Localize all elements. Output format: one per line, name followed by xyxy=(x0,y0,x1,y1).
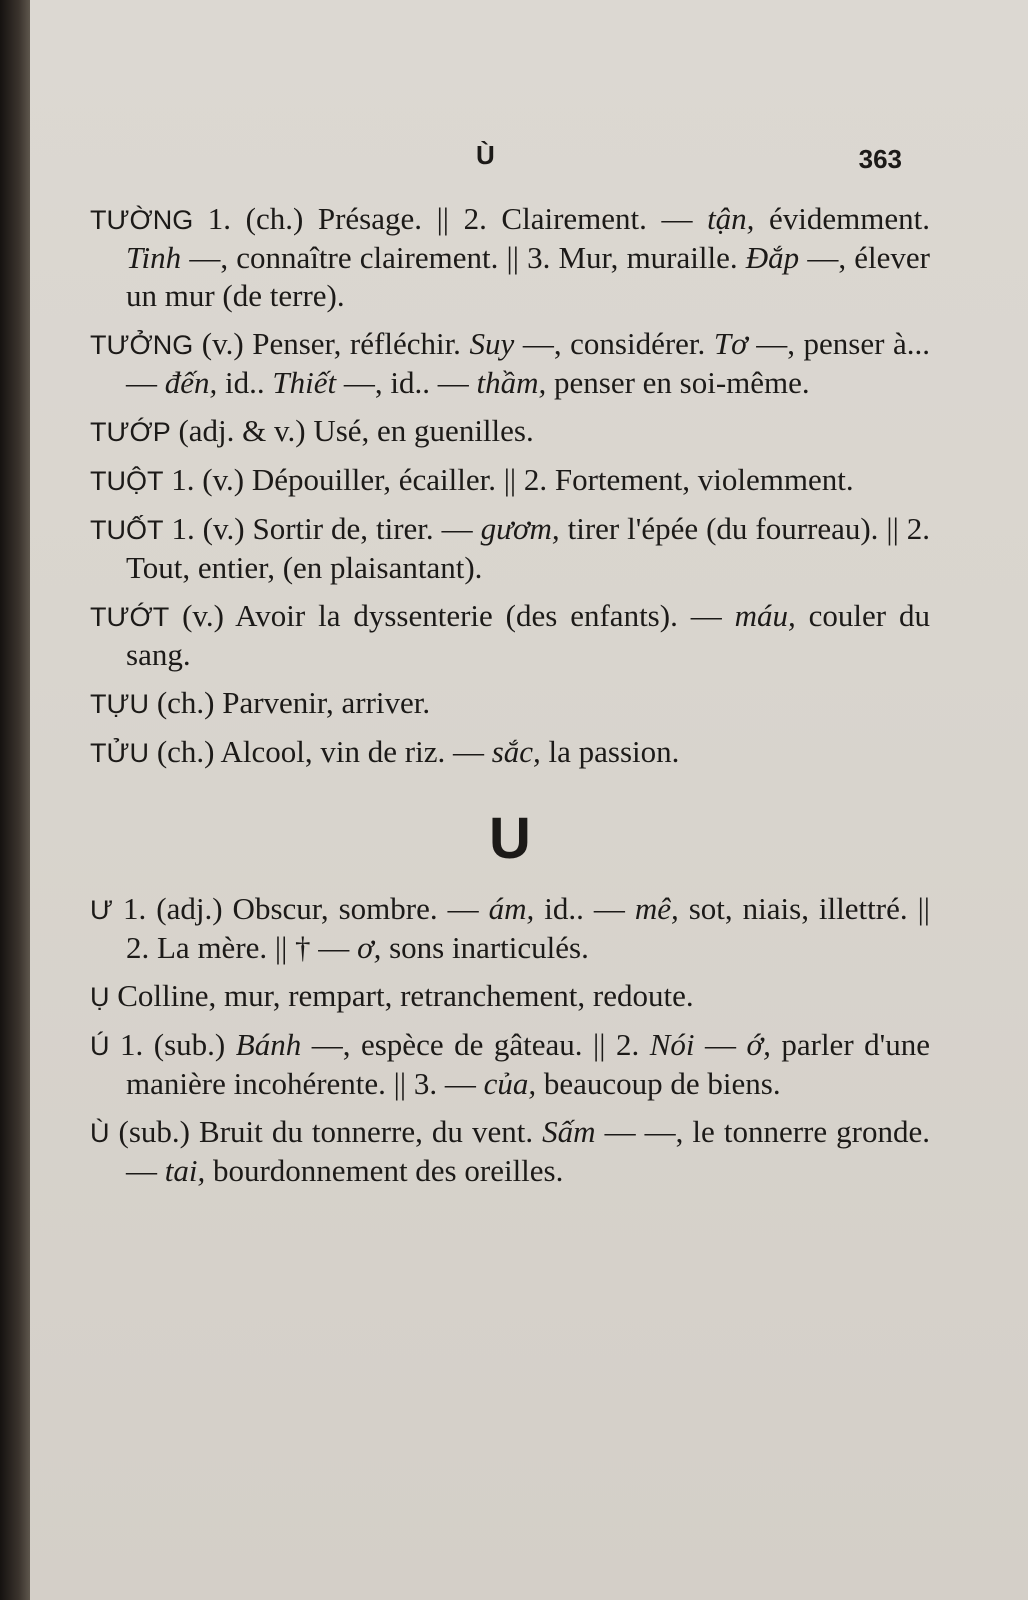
entry-text: —, considérer. xyxy=(514,326,714,361)
entry-text: tirer l'épée (du fourreau). || 2. Tout, entier, (en plaisantant). xyxy=(126,511,930,585)
entry-text: (adj. & v.) Usé, en guenilles. xyxy=(170,413,534,448)
entry-headword: Ù xyxy=(90,1118,110,1148)
entry-text: —, connaître clairement. || 3. Mur, muraille. xyxy=(181,240,746,275)
entry-text: parler d'une manière incohérente. || 3. — xyxy=(126,1027,930,1101)
entry-headword: TỬU xyxy=(90,738,150,768)
entry-headword: TƯỜNG xyxy=(90,205,194,235)
entry-italic-term: ơ, xyxy=(357,930,382,965)
dictionary-entry xyxy=(90,412,930,451)
entry-italic-term: Tinh xyxy=(126,240,182,275)
page-number: 363 xyxy=(858,144,902,174)
entry-text: sot, niais, illettré. || 2. La mère. || † — xyxy=(126,891,930,965)
entry-text: beaucoup de biens. xyxy=(536,1066,781,1101)
dictionary-entry xyxy=(90,461,930,500)
entry-headword: TUỐT xyxy=(90,515,164,545)
entry-italic-term: Suy xyxy=(469,326,515,361)
section-heading: U xyxy=(489,806,531,871)
entry-headword: TUỘT xyxy=(90,466,164,496)
entry-italic-term: mê, xyxy=(634,891,679,926)
entry-headword: TỰU xyxy=(90,689,150,719)
entry-italic-term: ám, xyxy=(488,891,535,926)
entry-italic-term: sắc, xyxy=(491,734,541,769)
entry-headword: TƯỚT xyxy=(90,602,170,632)
entry-text: 1. (v.) Dépouiller, écailler. || 2. Fortement, violemment. xyxy=(163,462,854,497)
entry-text: couler du sang. xyxy=(126,598,930,672)
running-head-letter: Ù xyxy=(476,140,495,170)
entry-headword: Ú xyxy=(90,1031,110,1061)
entry-text: (sub.) Bruit du tonnerre, du vent. xyxy=(109,1114,543,1149)
dictionary-entry xyxy=(90,1113,930,1190)
entry-italic-term: của, xyxy=(483,1066,537,1101)
entry-headword: TƯỚP xyxy=(90,417,171,447)
book-binding-shadow xyxy=(0,0,34,1600)
entry-italic-term: ớ, xyxy=(746,1027,771,1062)
entry-text: 1. (ch.) Présage. || 2. Clairement. — xyxy=(193,201,708,236)
entry-italic-term: gươm, xyxy=(480,511,560,546)
entry-text: id.. xyxy=(217,365,273,400)
entry-text: —, élever un mur (de terre). xyxy=(126,240,930,313)
entry-italic-term: Sấm xyxy=(542,1114,596,1149)
entry-text: sons inarticulés. xyxy=(381,930,589,965)
entry-italic-term: Bánh xyxy=(235,1027,302,1062)
dictionary-entries xyxy=(90,200,930,1200)
entry-italic-term: tận, xyxy=(707,201,755,236)
entry-text: — —, le tonnerre gronde. — xyxy=(126,1114,931,1188)
entry-text: —, id.. — xyxy=(336,365,477,400)
entry-text: id.. — xyxy=(534,891,635,926)
entry-text: 1. (adj.) Obscur, sombre. — xyxy=(113,891,489,926)
entry-headword: Ư xyxy=(90,895,114,925)
entry-text: (ch.) Parvenir, arriver. xyxy=(149,685,431,720)
entry-text: — xyxy=(694,1027,747,1062)
dictionary-entry xyxy=(90,684,930,723)
entry-text: 1. (sub.) xyxy=(109,1027,236,1062)
dictionary-entry xyxy=(90,325,930,402)
entry-italic-term: tai, xyxy=(164,1153,206,1188)
entry-italic-term: Nói xyxy=(649,1027,695,1062)
entry-text: Colline, mur, rempart, retranchement, redoute. xyxy=(109,978,694,1013)
entry-text: 1. (v.) Sortir de, tirer. — xyxy=(163,511,481,546)
dictionary-entry xyxy=(90,510,930,587)
entries-t-section xyxy=(90,200,930,772)
entry-italic-term: thầm, xyxy=(476,365,547,400)
entry-text: (v.) Penser, réfléchir. xyxy=(193,326,470,361)
entry-text: —, penser à... — xyxy=(126,326,930,400)
entry-text: (ch.) Alcool, vin de riz. — xyxy=(149,734,492,769)
dictionary-page xyxy=(30,0,1028,1600)
dictionary-entry xyxy=(90,597,930,674)
entry-italic-term: Đắp xyxy=(745,240,800,275)
entry-text: —, espèce de gâteau. || 2. xyxy=(301,1027,650,1062)
entry-italic-term: Tơ xyxy=(713,326,748,361)
entry-text: bourdonnement des oreilles. xyxy=(205,1153,564,1188)
entries-u-section xyxy=(90,890,930,1190)
running-head xyxy=(30,140,1028,180)
entry-headword: Ụ xyxy=(90,982,110,1012)
entry-text: (v.) Avoir la dyssenterie (des enfants). — xyxy=(169,598,735,633)
entry-italic-term: máu, xyxy=(734,598,796,633)
dictionary-entry xyxy=(90,1026,930,1103)
entry-italic-term: đến, xyxy=(164,365,218,400)
entry-text: évidemment. xyxy=(754,201,930,236)
dictionary-entry xyxy=(90,890,930,967)
entry-text: penser en soi-même. xyxy=(546,365,810,400)
dictionary-entry xyxy=(90,977,930,1016)
entry-headword: TƯỞNG xyxy=(90,330,194,360)
dictionary-entry xyxy=(90,200,930,315)
entry-text: la passion. xyxy=(540,734,680,769)
dictionary-entry xyxy=(90,733,930,772)
entry-italic-term: Thiết xyxy=(272,365,337,400)
